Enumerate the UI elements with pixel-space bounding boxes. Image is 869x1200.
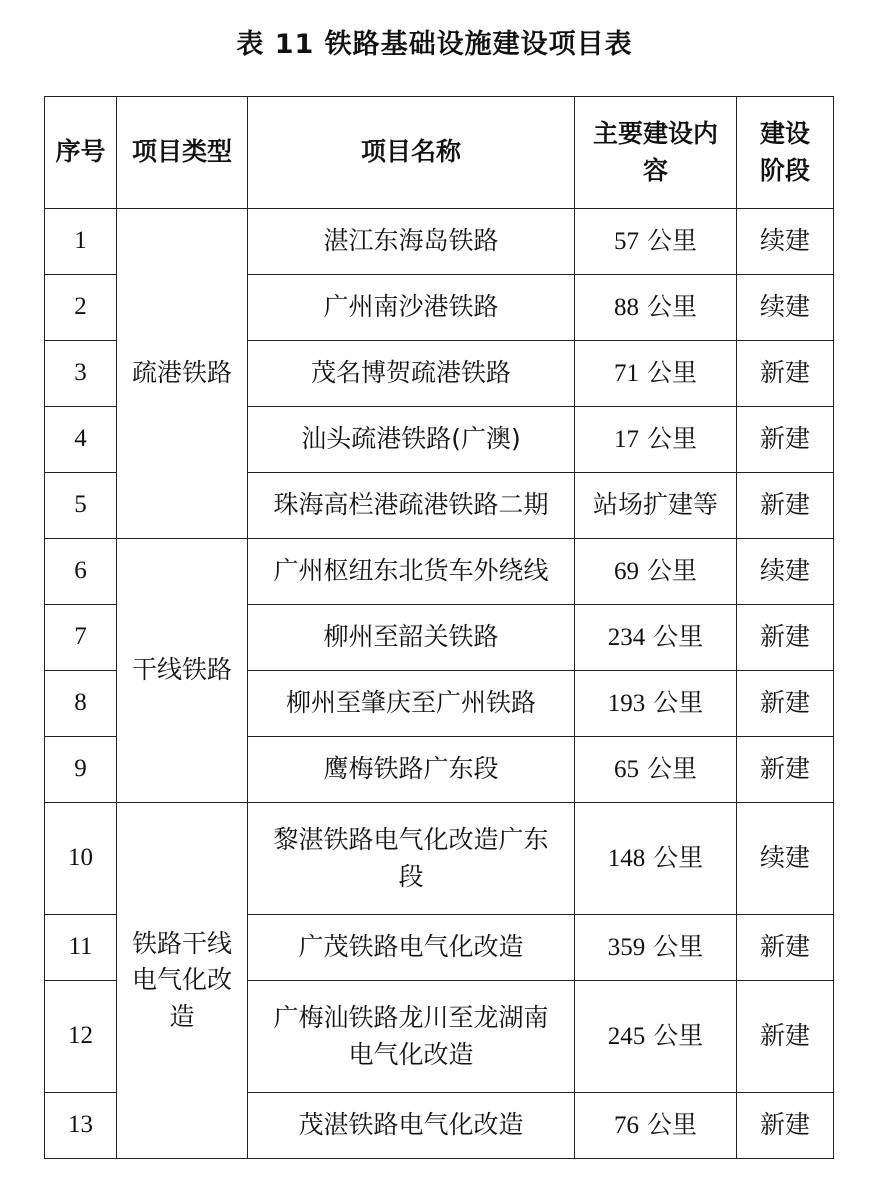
table-row [45,209,834,275]
project-name: 柳州至肇庆至广州铁路 [248,671,575,737]
content-value: 148 [607,844,646,872]
stage-cell: 新建 [737,605,834,671]
project-name: 广州枢纽东北货车外绕线 [248,539,575,605]
stage-cell: 新建 [737,1093,834,1159]
stage-cell: 新建 [737,341,834,407]
content-cell [575,539,737,605]
seq-cell: 13 [45,1093,117,1159]
content-unit: 公里 [646,1109,697,1139]
content-value: 245 [607,1022,646,1050]
project-name: 汕头疏港铁路(广澳) [248,407,575,473]
content-unit: 公里 [646,357,697,387]
project-name: 柳州至韶关铁路 [248,605,575,671]
stage-cell: 新建 [737,737,834,803]
type-cell [117,803,248,1159]
table-row [45,803,834,915]
content-cell [575,209,737,275]
content-unit: 公里 [646,753,697,783]
project-name: 鹰梅铁路广东段 [248,737,575,803]
type-cell: 疏港铁路 [117,209,248,539]
content-unit: 公里 [653,687,704,717]
header-name: 项目名称 [248,97,575,209]
content-cell [575,605,737,671]
header-seq: 序号 [45,97,117,209]
type-cell: 干线铁路 [117,539,248,803]
content-value: 57 [614,227,640,255]
header-content: 主要建设内容 [575,97,737,209]
content-cell [575,407,737,473]
content-value: 17 [614,425,640,453]
content-unit: 公里 [646,555,697,585]
seq-cell: 2 [45,275,117,341]
project-name-text: 广梅汕铁路龙川至龙湖南电气化改造 [273,1003,549,1069]
content-cell [575,671,737,737]
project-name-text: 黎湛铁路电气化改造广东段 [273,825,549,891]
content-cell: 站场扩建等 [575,473,737,539]
content-unit: 公里 [646,225,697,255]
project-name: 茂名博贺疏港铁路 [248,341,575,407]
header-type: 项目类型 [117,97,248,209]
content-value: 76 [614,1111,640,1139]
seq-cell: 10 [45,803,117,915]
project-name: 广茂铁路电气化改造 [248,915,575,981]
stage-cell: 续建 [737,209,834,275]
stage-cell: 新建 [737,407,834,473]
content-unit: 公里 [646,423,697,453]
stage-cell: 续建 [737,803,834,915]
project-name [248,981,575,1093]
seq-cell: 9 [45,737,117,803]
stage-cell: 新建 [737,981,834,1093]
content-value: 65 [614,755,640,783]
content-cell [575,737,737,803]
content-unit: 公里 [653,1020,704,1050]
content-value: 71 [614,359,640,387]
seq-cell: 1 [45,209,117,275]
content-cell [575,275,737,341]
content-unit: 公里 [653,621,704,651]
table-row [45,539,834,605]
project-name [248,803,575,915]
seq-cell: 7 [45,605,117,671]
seq-cell: 6 [45,539,117,605]
seq-cell: 8 [45,671,117,737]
project-name: 湛江东海岛铁路 [248,209,575,275]
project-name: 广州南沙港铁路 [248,275,575,341]
stage-cell: 新建 [737,671,834,737]
content-unit: 公里 [653,931,704,961]
header-stage: 建设阶段 [737,97,834,209]
railway-projects-table [44,96,834,1159]
content-cell [575,915,737,981]
content-unit: 公里 [653,842,704,872]
stage-cell: 续建 [737,275,834,341]
header-row [45,97,834,209]
seq-cell: 3 [45,341,117,407]
type-label: 铁路干线电气化改造 [131,929,232,1031]
content-unit: 公里 [646,291,697,321]
stage-cell: 续建 [737,539,834,605]
content-value: 234 [607,623,646,651]
content-cell [575,1093,737,1159]
content-cell [575,981,737,1093]
seq-cell: 4 [45,407,117,473]
content-value: 193 [607,689,646,717]
content-cell [575,803,737,915]
content-value: 88 [614,293,640,321]
stage-cell: 新建 [737,915,834,981]
content-value: 69 [614,557,640,585]
content-value: 359 [607,933,646,961]
project-name: 珠海高栏港疏港铁路二期 [248,473,575,539]
stage-cell: 新建 [737,473,834,539]
seq-cell: 5 [45,473,117,539]
table-title: 表 11 铁路基础设施建设项目表 [236,29,633,60]
content-cell [575,341,737,407]
seq-cell: 12 [45,981,117,1093]
project-name: 茂湛铁路电气化改造 [248,1093,575,1159]
seq-cell: 11 [45,915,117,981]
